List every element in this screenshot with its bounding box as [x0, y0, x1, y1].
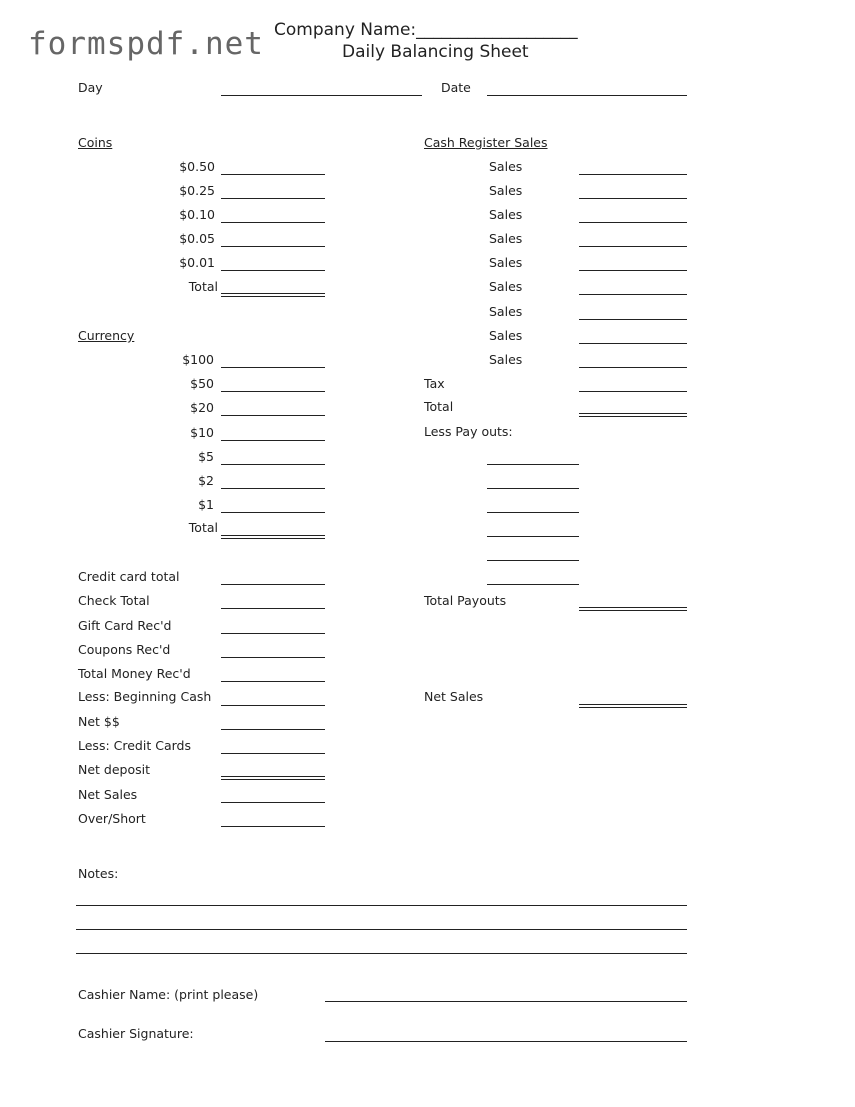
sales-field[interactable] [579, 174, 687, 175]
coin-field[interactable] [221, 246, 325, 247]
payout-field[interactable] [487, 584, 579, 585]
summary-label: Over/Short [78, 811, 146, 826]
summary-field[interactable] [221, 608, 325, 609]
coin-label: $0.01 [179, 255, 215, 270]
sales-label: Sales [489, 159, 523, 174]
coin-field[interactable] [221, 198, 325, 199]
currency-field[interactable] [221, 440, 325, 441]
payout-field[interactable] [487, 488, 579, 489]
tax-field[interactable] [579, 391, 687, 392]
summary-field[interactable] [221, 681, 325, 682]
cashier-name-field[interactable] [325, 1001, 687, 1002]
coins-total-label: Total [188, 279, 218, 294]
coin-label: $0.50 [179, 159, 215, 174]
payout-field[interactable] [487, 536, 579, 537]
currency-label: $1 [198, 497, 214, 512]
sales-field[interactable] [579, 270, 687, 271]
currency-field[interactable] [221, 391, 325, 392]
total-payouts-field[interactable] [579, 607, 687, 611]
day-field[interactable] [221, 95, 422, 96]
currency-field[interactable] [221, 464, 325, 465]
summary-field[interactable] [221, 826, 325, 827]
sales-field[interactable] [579, 222, 687, 223]
notes-line[interactable] [76, 905, 687, 906]
cashier-name-label: Cashier Name: (print please) [78, 987, 259, 1002]
sales-field[interactable] [579, 319, 687, 320]
cashier-signature-field[interactable] [325, 1041, 687, 1042]
currency-label: $5 [198, 449, 214, 464]
summary-label: Total Money Rec'd [78, 666, 191, 681]
coin-label: $0.10 [179, 207, 215, 222]
currency-total-label: Total [188, 520, 218, 535]
currency-field[interactable] [221, 367, 325, 368]
sales-label: Sales [489, 207, 523, 222]
notes-label: Notes: [78, 866, 119, 881]
summary-field[interactable] [221, 584, 325, 585]
summary-field[interactable] [221, 802, 325, 803]
sales-field[interactable] [579, 246, 687, 247]
currency-label: $50 [190, 376, 214, 391]
sales-label: Sales [489, 255, 523, 270]
currency-field[interactable] [221, 512, 325, 513]
summary-label: Gift Card Rec'd [78, 618, 172, 633]
notes-line[interactable] [76, 953, 687, 954]
currency-total-field[interactable] [221, 535, 325, 539]
summary-label: Less: Beginning Cash [78, 689, 212, 704]
summary-field[interactable] [221, 753, 325, 754]
sales-label: Sales [489, 328, 523, 343]
watermark: formspdf.net [28, 26, 264, 62]
register-total-label: Total [424, 399, 454, 414]
company-name-label: Company Name:___________________ [274, 20, 578, 40]
payout-field[interactable] [487, 512, 579, 513]
coin-label: $0.05 [179, 231, 215, 246]
currency-label: $2 [198, 473, 214, 488]
summary-label: Check Total [78, 593, 150, 608]
sales-field[interactable] [579, 367, 687, 368]
notes-line[interactable] [76, 929, 687, 930]
summary-label: Coupons Rec'd [78, 642, 171, 657]
coin-field[interactable] [221, 174, 325, 175]
currency-label: $100 [182, 352, 214, 367]
coins-total-field[interactable] [221, 293, 325, 297]
summary-label: Net Sales [78, 787, 138, 802]
payout-field[interactable] [487, 560, 579, 561]
currency-label: $20 [190, 400, 214, 415]
coins-heading: Coins [78, 135, 113, 150]
currency-field[interactable] [221, 488, 325, 489]
register-heading: Cash Register Sales [424, 135, 548, 150]
cashier-signature-label: Cashier Signature: [78, 1026, 194, 1041]
summary-label: Less: Credit Cards [78, 738, 191, 753]
date-label: Date [441, 80, 471, 95]
sales-label: Sales [489, 304, 523, 319]
less-payouts-label: Less Pay outs: [424, 424, 513, 439]
summary-label: Net deposit [78, 762, 151, 777]
summary-label: Credit card total [78, 569, 180, 584]
sales-field[interactable] [579, 343, 687, 344]
net-sales-field[interactable] [579, 704, 687, 708]
page-title: Daily Balancing Sheet [342, 42, 529, 62]
sales-label: Sales [489, 279, 523, 294]
sales-field[interactable] [579, 198, 687, 199]
day-label: Day [78, 80, 103, 95]
coin-field[interactable] [221, 270, 325, 271]
sales-label: Sales [489, 231, 523, 246]
net-deposit-field[interactable] [221, 776, 325, 780]
summary-label: Net $$ [78, 714, 120, 729]
summary-field[interactable] [221, 633, 325, 634]
total-payouts-label: Total Payouts [424, 593, 507, 608]
sales-label: Sales [489, 183, 523, 198]
sales-field[interactable] [579, 294, 687, 295]
date-field[interactable] [487, 95, 687, 96]
summary-field[interactable] [221, 729, 325, 730]
summary-field[interactable] [221, 657, 325, 658]
sales-label: Sales [489, 352, 523, 367]
tax-label: Tax [424, 376, 445, 391]
coin-field[interactable] [221, 222, 325, 223]
currency-field[interactable] [221, 415, 325, 416]
net-sales-label: Net Sales [424, 689, 484, 704]
summary-field[interactable] [221, 705, 325, 706]
coin-label: $0.25 [179, 183, 215, 198]
currency-heading: Currency [78, 328, 135, 343]
register-total-field[interactable] [579, 413, 687, 417]
payout-field[interactable] [487, 464, 579, 465]
currency-label: $10 [190, 425, 214, 440]
